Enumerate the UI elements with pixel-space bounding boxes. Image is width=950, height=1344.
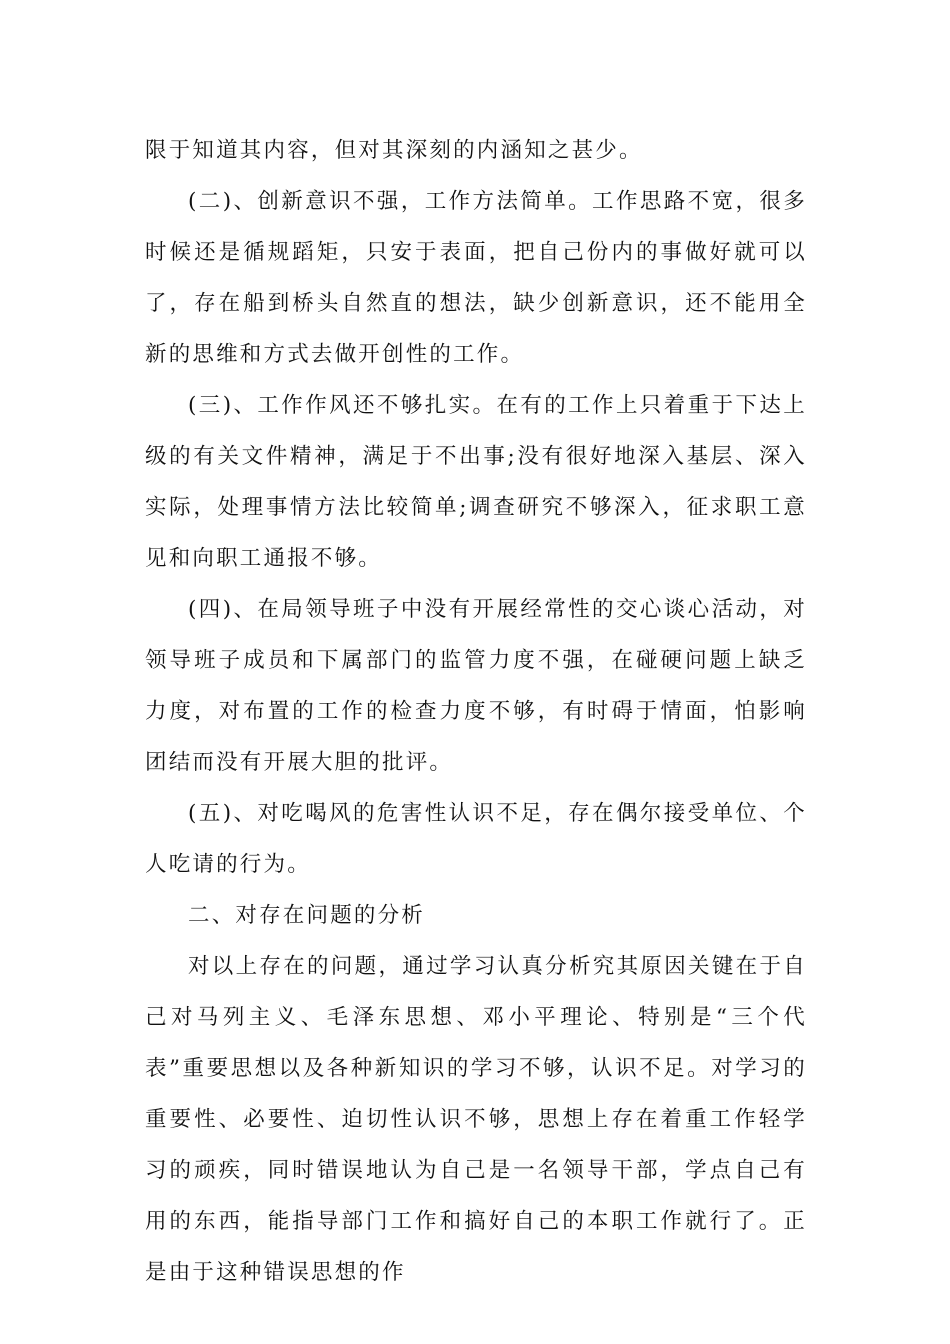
section-heading: 二、对存在问题的分析	[188, 903, 426, 928]
paragraph-continuation: 限于知道其内容，但对其深刻的内涵知之甚少。	[145, 138, 643, 163]
document-body	[145, 125, 807, 1298]
paragraph-analysis: 对以上存在的问题，通过学习认真分析究其原因关键在于自己对马列主义、毛泽东思想、邓小平理论、特别是“三个代表”重要思想以及各种新知识的学习不够，认识不足。对学习的重要性、必要性、迫切性认识不够，思想上存在着重工作轻学习的顽疾，同时错误地认为自己是一名领导干部，学点自己有用的东西，能指导部门工作和搞好自己的本职工作就行了。正是由于这种错误思想的作	[145, 954, 807, 1285]
paragraph-item-3: (三)、工作作风还不够扎实。在有的工作上只着重于下达上级的有关文件精神，满足于不出事;没有很好地深入基层、深入实际，处理事情方法比较简单;调查研究不够深入，征求职工意见和向职工通报不够。	[145, 393, 807, 571]
paragraph-item-2: (二)、创新意识不强，工作方法简单。工作思路不宽，很多时候还是循规蹈矩，只安于表面，把自己份内的事做好就可以了，存在船到桥头自然直的想法，缺少创新意识，还不能用全新的思维和方式去做开创性的工作。	[145, 189, 807, 367]
paragraph-item-4: (四)、在局领导班子中没有开展经常性的交心谈心活动，对领导班子成员和下属部门的监管力度不强，在碰硬问题上缺乏力度，对布置的工作的检查力度不够，有时碍于情面，怕影响团结而没有开展大胆的批评。	[145, 597, 807, 775]
paragraph-item-5: (五)、对吃喝风的危害性认识不足，存在偶尔接受单位、个人吃请的行为。	[145, 801, 807, 877]
